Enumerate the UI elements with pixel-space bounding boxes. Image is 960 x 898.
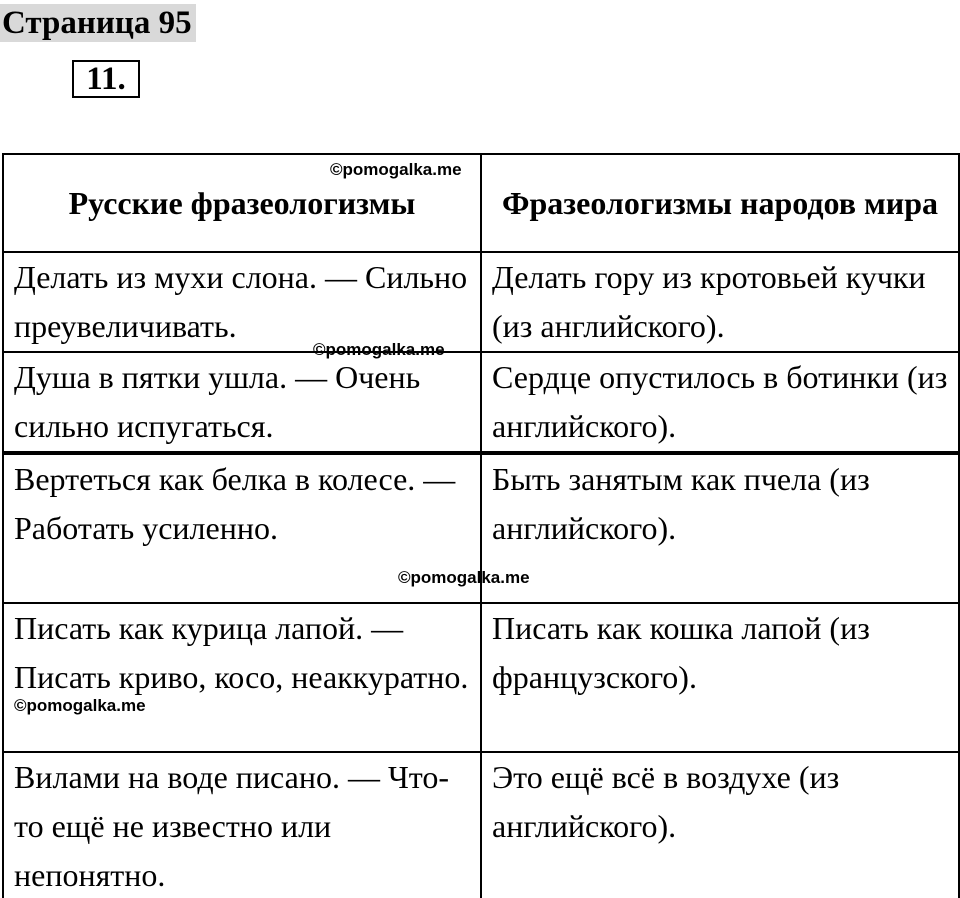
world-phrase-cell: Быть занятым как пчела (из английского). bbox=[481, 454, 959, 603]
phraseology-table bbox=[2, 153, 960, 898]
table-row bbox=[3, 352, 959, 452]
header-russian-phrases: Русские фразеологизмы bbox=[3, 154, 481, 252]
watermark: ©pomogalka.me bbox=[330, 160, 462, 179]
task-number: 11. bbox=[72, 60, 140, 98]
russian-phrase-cell: Вертеться как белка в колесе. — Работать усиленно. bbox=[3, 454, 481, 603]
russian-phrase-cell: Вилами на воде писано. — Что-то ещё не известно или непонятно. bbox=[3, 752, 481, 898]
world-phrase-cell: Делать гору из кротовьей кучки (из английского). bbox=[481, 252, 959, 352]
watermark: ©pomogalka.me bbox=[14, 696, 146, 715]
world-phrase-cell: Сердце опустилось в ботинки (из английского). bbox=[481, 352, 959, 452]
watermark: ©pomogalka.me bbox=[313, 340, 445, 359]
table-row bbox=[3, 454, 959, 603]
world-phrase-cell: Это ещё всё в воздухе (из английского). bbox=[481, 752, 959, 898]
table-header-row bbox=[3, 154, 959, 252]
table-row bbox=[3, 752, 959, 898]
world-phrase-cell: Писать как кошка лапой (из французского). bbox=[481, 603, 959, 752]
table-row bbox=[3, 252, 959, 352]
header-world-phrases: Фразеологизмы народов мира bbox=[481, 154, 959, 252]
table-row bbox=[3, 603, 959, 752]
page-heading: Страница 95 bbox=[0, 4, 196, 42]
russian-phrase-cell: Делать из мухи слона. — Сильно преувеличивать. bbox=[3, 252, 481, 352]
watermark: ©pomogalka.me bbox=[398, 568, 530, 587]
russian-phrase-cell: Писать как курица лапой. — Писать криво, косо, неаккуратно. bbox=[3, 603, 481, 752]
russian-phrase-cell: Душа в пятки ушла. — Очень сильно испугаться. bbox=[3, 352, 481, 452]
